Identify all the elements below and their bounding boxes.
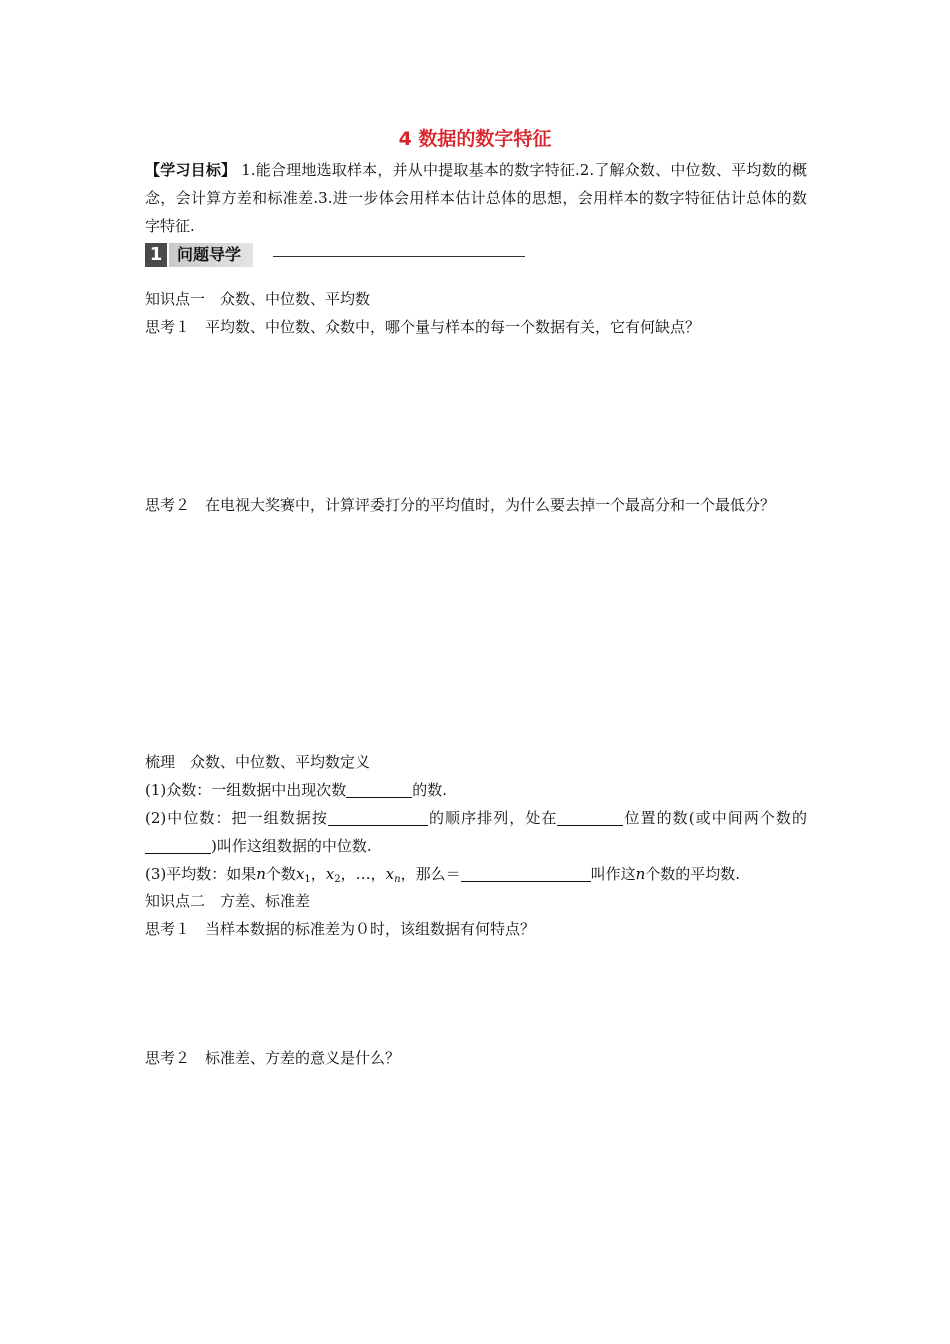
var-x: x bbox=[325, 865, 335, 883]
kp2-think1: 思考１ 当样本数据的标准差为０时，该组数据有何特点？ bbox=[145, 920, 536, 938]
section-header bbox=[145, 243, 525, 267]
page-title: 4 数据的数字特征 bbox=[398, 128, 552, 150]
objectives-tag: 【学习目标】 bbox=[145, 161, 237, 179]
var-n: n bbox=[256, 865, 266, 883]
var-x: x bbox=[385, 865, 395, 883]
summary-item1 bbox=[145, 776, 447, 804]
summary-heading: 梳理 众数、中位数、平均数定义 bbox=[145, 753, 371, 771]
item2-text-d: )叫作这组数据的中位数. bbox=[211, 837, 372, 855]
kp2-think2: 思考２ 标准差、方差的意义是什么？ bbox=[145, 1049, 401, 1067]
fill-blank[interactable] bbox=[461, 863, 591, 882]
objectives-text: 1.能合理地选取样本，并从中提取基本的数字特征.2.了解众数、中位数、平均数的概念，会计算方差和标准差.3.进一步体会用样本估计总体的思想，会用样本的数字特征估计总体的数字特征. bbox=[145, 161, 807, 235]
item3-dots: ，…， bbox=[340, 865, 386, 883]
item3-text-e: 个数的平均数. bbox=[645, 865, 741, 883]
item2-text-a: (2)中位数：把一组数据按 bbox=[145, 809, 328, 827]
fill-blank[interactable] bbox=[145, 835, 211, 854]
fill-blank[interactable] bbox=[557, 807, 623, 826]
section-divider bbox=[273, 256, 525, 257]
learning-objectives bbox=[145, 156, 807, 240]
fill-blank[interactable] bbox=[346, 779, 412, 798]
fill-blank[interactable] bbox=[328, 807, 428, 826]
item3-text-b: 个数 bbox=[265, 865, 296, 883]
item2-text-c: 位置的数(或中间两个数的 bbox=[623, 809, 807, 827]
var-x: x bbox=[295, 865, 305, 883]
item2-text-b: 的顺序排列，处在 bbox=[427, 809, 558, 827]
section-label: 问题导学 bbox=[169, 243, 253, 267]
kp1-think2: 思考２ 在电视大奖赛中，计算评委打分的平均值时，为什么要去掉一个最高分和一个最低分？ bbox=[145, 496, 776, 514]
item1-text-b: 的数. bbox=[412, 781, 448, 799]
summary-item2 bbox=[145, 804, 807, 860]
subscript-n: n bbox=[394, 874, 401, 885]
item3-comma: ， bbox=[310, 865, 326, 883]
subscript-1: 1 bbox=[304, 874, 311, 885]
kp1-think1: 思考１ 平均数、中位数、众数中，哪个量与样本的每一个数据有关，它有何缺点？ bbox=[145, 318, 701, 336]
item3-text-c: ，那么＝ bbox=[400, 865, 461, 883]
subscript-2: 2 bbox=[334, 874, 341, 885]
item3-text-d: 叫作这 bbox=[590, 865, 636, 883]
kp2-heading: 知识点二 方差、标准差 bbox=[145, 892, 311, 910]
var-n: n bbox=[635, 865, 646, 883]
kp1-heading: 知识点一 众数、中位数、平均数 bbox=[145, 290, 371, 308]
item3-text-a: (3)平均数：如果 bbox=[145, 865, 257, 883]
item1-text-a: (1)众数：一组数据中出现次数 bbox=[145, 781, 347, 799]
section-number: 1 bbox=[145, 243, 167, 267]
